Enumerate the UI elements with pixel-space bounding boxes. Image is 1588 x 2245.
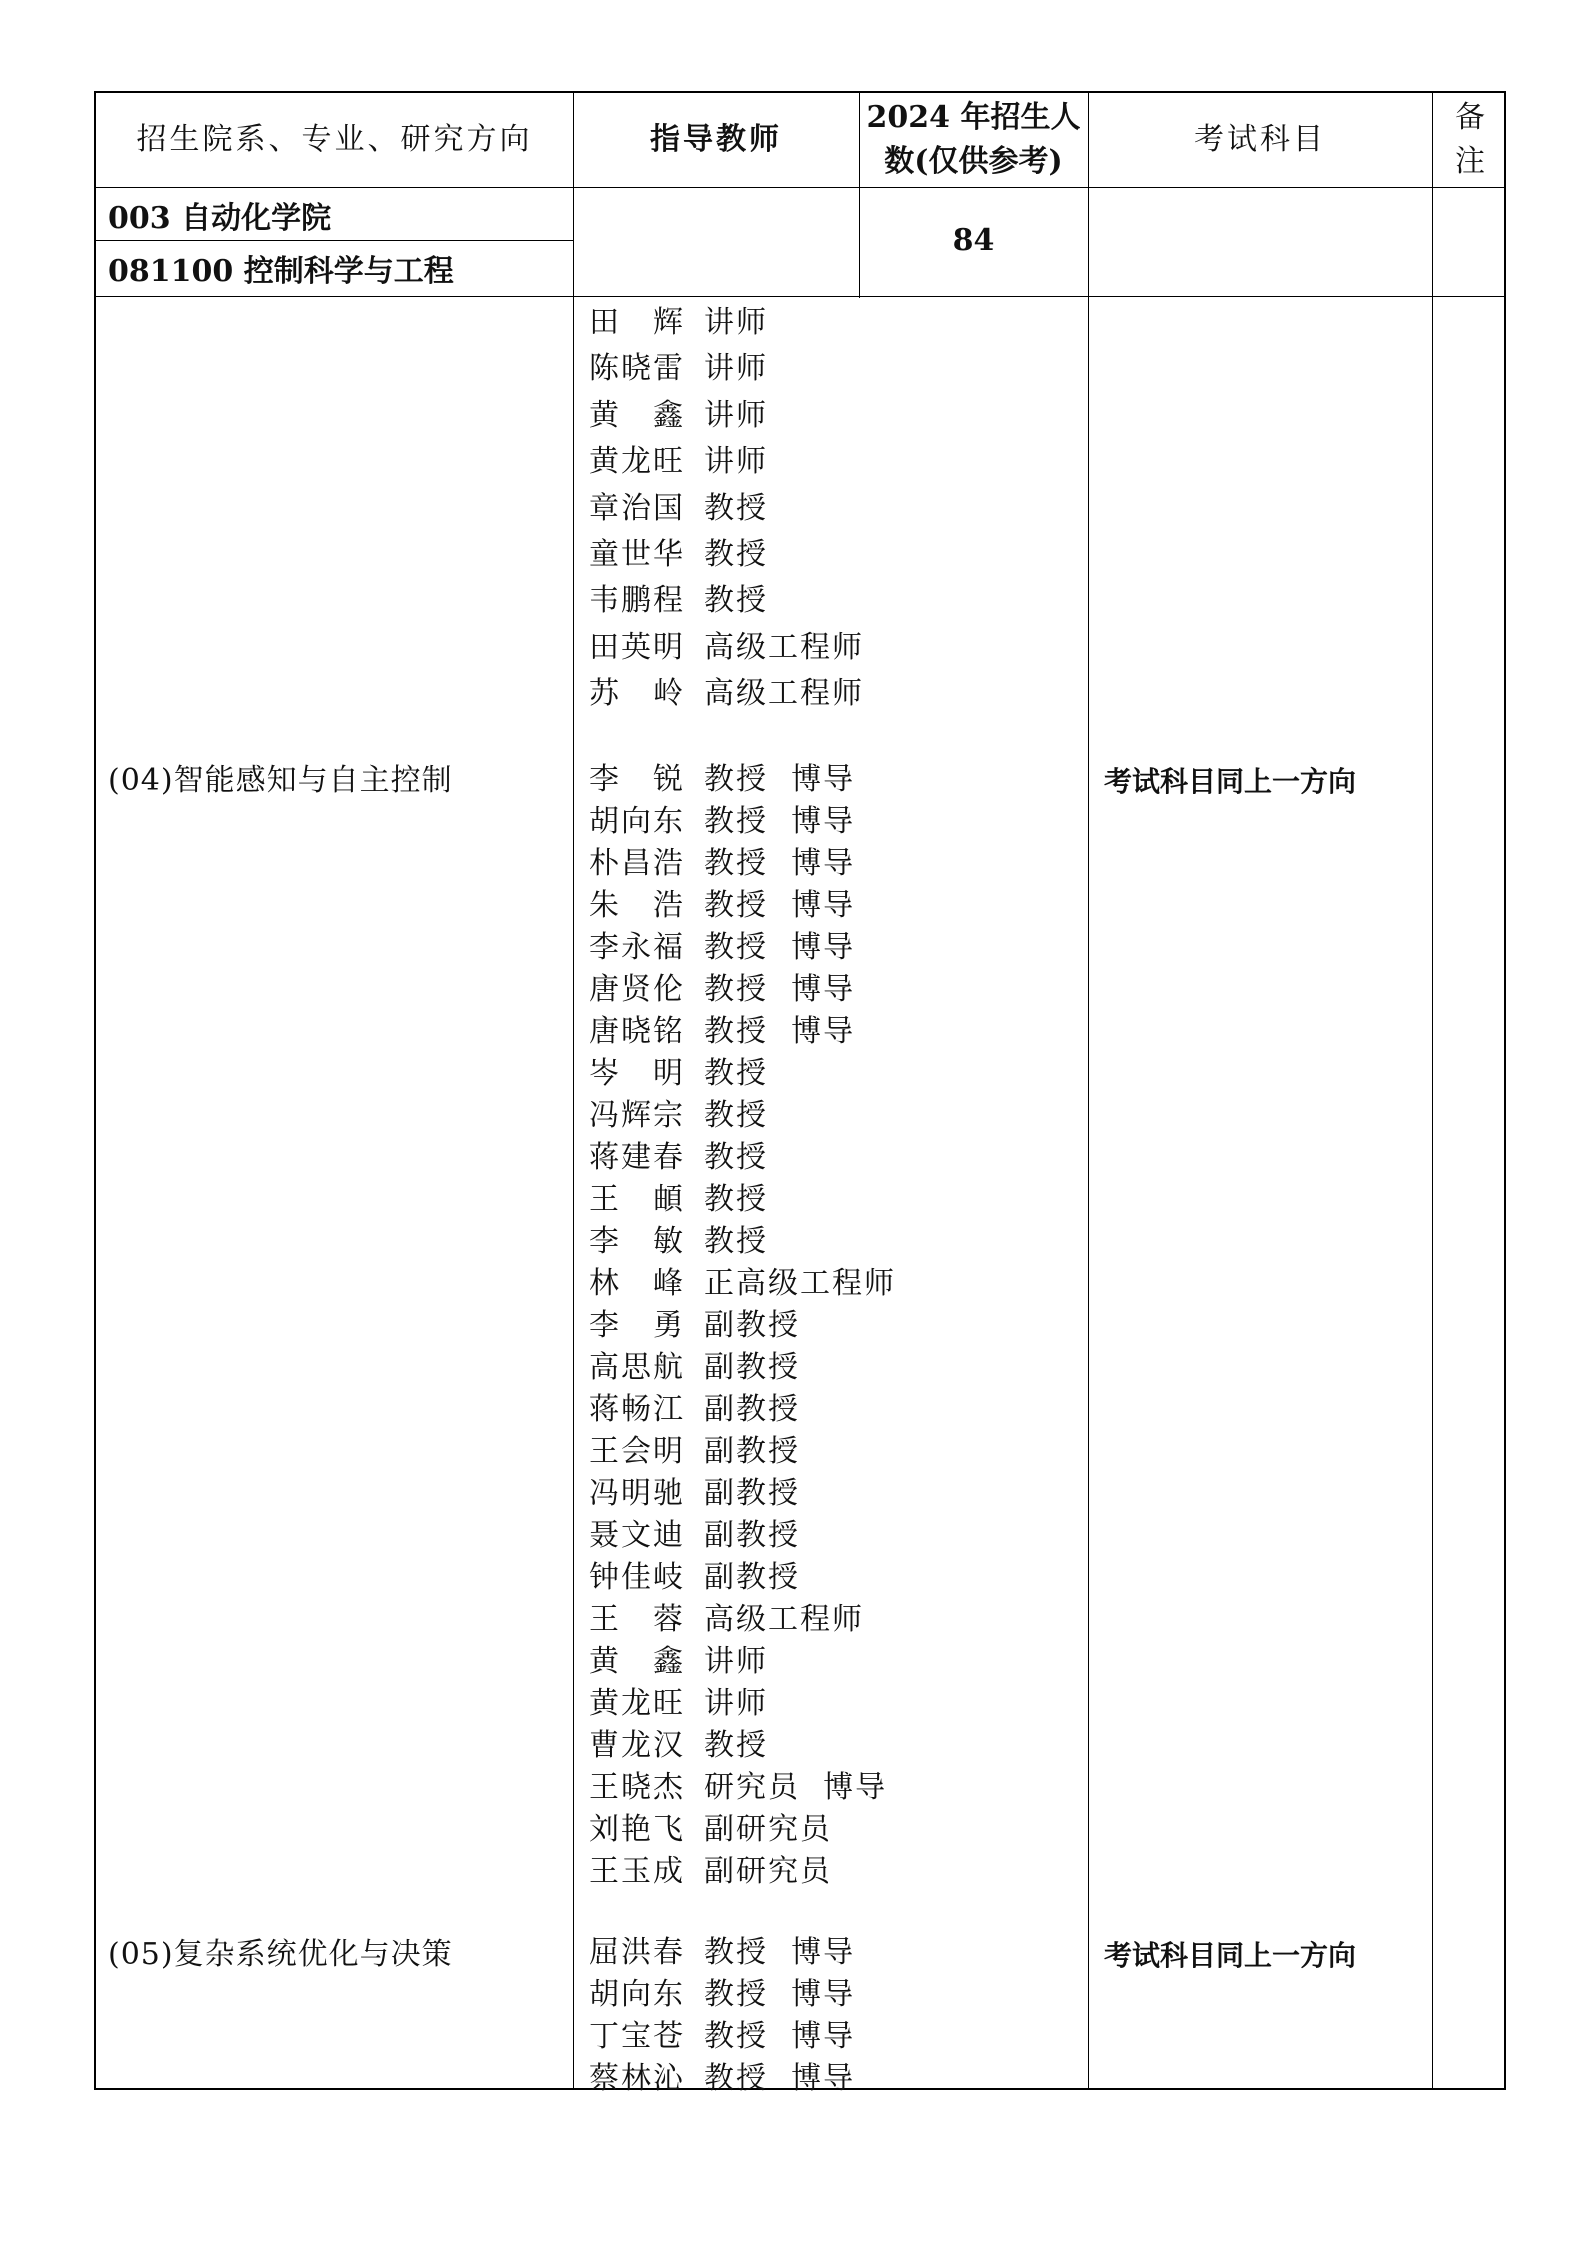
- teacher-row: [589, 1426, 800, 1470]
- teacher-name: 林 峰: [589, 1266, 685, 1301]
- teacher-name: 钟佳岐: [589, 1560, 685, 1595]
- teacher-title: 教授 博导: [704, 762, 856, 797]
- teacher-name: 韦鹏程: [589, 583, 685, 619]
- teacher-title: 副教授: [704, 1434, 800, 1469]
- teacher-title: 讲师: [704, 1644, 768, 1679]
- recruitment-table: [94, 91, 1506, 2096]
- teacher-row: [589, 1594, 864, 1638]
- teacher-name: 黄 鑫: [589, 1644, 685, 1679]
- teacher-title: 教授 博导: [704, 1977, 856, 2012]
- header-dept: 招生院系、专业、研究方向: [136, 122, 533, 157]
- teacher-row: [589, 1969, 855, 2013]
- header-exam: 考试科目: [1194, 122, 1326, 157]
- teacher-name: 朱 浩: [589, 888, 685, 923]
- teacher-row: [589, 754, 855, 798]
- teacher-name: 曹龙汉: [589, 1728, 685, 1763]
- teacher-title: 教授 博导: [704, 972, 856, 1007]
- header-note: 备 注: [1455, 100, 1485, 179]
- teacher-name: 黄 鑫: [589, 397, 685, 433]
- teacher-row: [589, 1468, 800, 1512]
- teacher-name: 刘艳飞: [589, 1812, 685, 1847]
- teacher-title: 教授: [704, 583, 768, 619]
- teacher-title: 教授 博导: [704, 846, 856, 881]
- teacher-name: 蔡林沁: [589, 2061, 685, 2096]
- teacher-title: 副教授: [704, 1308, 800, 1343]
- teacher-row: [589, 529, 768, 573]
- teacher-title: 教授: [704, 1140, 768, 1175]
- teacher-title: 正高级工程师: [704, 1266, 896, 1301]
- teacher-row: [589, 1762, 887, 1806]
- teacher-name: 高思航: [589, 1350, 685, 1385]
- teacher-name: 王 蓉: [589, 1602, 685, 1637]
- teacher-name: 苏 岭: [589, 676, 685, 712]
- teacher-title: 教授 博导: [704, 930, 856, 965]
- teacher-row: [589, 2053, 855, 2097]
- teacher-title: 高级工程师: [704, 676, 864, 712]
- teacher-name: 屈洪春: [589, 1935, 685, 1970]
- teacher-row: [589, 1678, 768, 1722]
- teacher-title: 教授 博导: [704, 888, 856, 923]
- direction-05-exam: 考试科目同上一方向: [1104, 1939, 1357, 1972]
- teacher-row: [589, 1216, 768, 1260]
- teacher-row: [589, 838, 855, 882]
- teacher-row: [589, 1720, 768, 1764]
- teacher-title: 教授 博导: [704, 1935, 856, 1970]
- teacher-name: 李 勇: [589, 1308, 685, 1343]
- teacher-row: [589, 1927, 855, 1971]
- teacher-name: 李 锐: [589, 762, 685, 797]
- teacher-row: [589, 1846, 832, 1890]
- teacher-row: [589, 575, 768, 619]
- teacher-title: 教授 博导: [704, 1014, 856, 1049]
- teacher-name: 田 辉: [589, 305, 685, 340]
- teacher-title: 教授: [704, 490, 768, 526]
- direction-04-label: (04)智能感知与自主控制: [108, 763, 453, 798]
- teacher-row: [589, 1342, 800, 1386]
- teacher-title: 讲师: [704, 305, 768, 340]
- teacher-name: 岑 明: [589, 1056, 685, 1091]
- teacher-row: [589, 436, 768, 480]
- teacher-row: [589, 483, 768, 527]
- teacher-row: [589, 1510, 800, 1554]
- teacher-name: 田英明: [589, 629, 685, 665]
- teacher-title: 高级工程师: [704, 1602, 864, 1637]
- teacher-name: 胡向东: [589, 1977, 685, 2012]
- teacher-title: 讲师: [704, 351, 768, 387]
- teacher-name: 朴昌浩: [589, 846, 685, 881]
- school-major-divider: [96, 240, 573, 241]
- col-divider-1: [573, 93, 574, 2088]
- teacher-row: [589, 1048, 768, 1092]
- teacher-row: [589, 668, 864, 712]
- teacher-name: 唐晓铭: [589, 1014, 685, 1049]
- teacher-title: 教授: [704, 1182, 768, 1217]
- teacher-row: [589, 390, 768, 434]
- teacher-title: 副研究员: [704, 1854, 832, 1889]
- teacher-row: [589, 622, 864, 666]
- direction-04-exam: 考试科目同上一方向: [1104, 765, 1357, 798]
- teacher-title: 讲师: [704, 1686, 768, 1721]
- teacher-name: 王会明: [589, 1434, 685, 1469]
- teacher-name: 胡向东: [589, 804, 685, 839]
- teacher-title: 研究员 博导: [704, 1770, 888, 1805]
- teacher-row: [589, 1636, 768, 1680]
- col-divider-4: [1432, 93, 1433, 2088]
- teacher-row: [589, 2011, 855, 2055]
- school-name: 003 自动化学院: [108, 201, 332, 236]
- teacher-title: 讲师: [704, 444, 768, 480]
- teacher-row: [589, 1090, 768, 1134]
- teacher-name: 黄龙旺: [589, 444, 685, 480]
- teacher-row: [589, 1258, 896, 1302]
- enrollment-quota: 84: [952, 223, 995, 258]
- teacher-row: [589, 922, 855, 966]
- teacher-name: 王 頔: [589, 1182, 685, 1217]
- teacher-row: [589, 796, 855, 840]
- teacher-row: [589, 1132, 768, 1176]
- teacher-name: 蒋建春: [589, 1140, 685, 1175]
- teacher-name: 唐贤伦: [589, 972, 685, 1007]
- teacher-row: [589, 1552, 800, 1596]
- school-block-bottom-line: [96, 296, 1504, 297]
- teacher-name: 李永福: [589, 930, 685, 965]
- teacher-title: 教授: [704, 537, 768, 572]
- teacher-name: 丁宝苍: [589, 2019, 685, 2054]
- teacher-title: 副教授: [704, 1518, 800, 1553]
- teacher-name: 冯明驰: [589, 1476, 685, 1511]
- teacher-title: 教授 博导: [704, 804, 856, 839]
- teacher-title: 教授: [704, 1224, 768, 1259]
- teacher-row: [589, 1384, 800, 1428]
- col-divider-3: [1088, 93, 1089, 2088]
- teacher-name: 陈晓雷: [589, 351, 685, 387]
- teacher-row: [589, 880, 855, 924]
- teacher-row: [589, 1300, 800, 1344]
- teacher-row: [589, 297, 768, 341]
- direction-05-label: (05)复杂系统优化与决策: [108, 1937, 453, 1972]
- teacher-row: [589, 1006, 855, 1050]
- teacher-row: [589, 964, 855, 1008]
- teacher-name: 聂文迪: [589, 1518, 685, 1553]
- teacher-title: 副教授: [704, 1476, 800, 1511]
- teacher-name: 王玉成: [589, 1854, 685, 1889]
- teacher-name: 蒋畅江: [589, 1392, 685, 1427]
- teacher-title: 高级工程师: [704, 629, 864, 665]
- teacher-title: 副教授: [704, 1392, 800, 1427]
- teacher-name: 李 敏: [589, 1224, 685, 1259]
- teacher-row: [589, 1804, 832, 1848]
- major-name: 081100 控制科学与工程: [108, 254, 454, 289]
- header-advisor: 指导教师: [650, 122, 782, 157]
- header-bottom-line: [96, 187, 1504, 188]
- teacher-title: 副研究员: [704, 1812, 832, 1847]
- teacher-title: 副教授: [704, 1350, 800, 1385]
- teacher-title: 教授 博导: [704, 2061, 856, 2096]
- teacher-name: 冯辉宗: [589, 1098, 685, 1133]
- teacher-title: 副教授: [704, 1560, 800, 1595]
- teacher-row: [589, 1174, 768, 1218]
- teacher-title: 教授: [704, 1098, 768, 1133]
- teacher-name: 王晓杰: [589, 1770, 685, 1805]
- teacher-title: 讲师: [704, 397, 768, 433]
- teacher-row: [589, 343, 768, 387]
- header-quota: 2024 年招生人 数(仅供参考): [866, 100, 1081, 179]
- teacher-name: 黄龙旺: [589, 1686, 685, 1721]
- teacher-name: 童世华: [589, 537, 685, 572]
- teacher-title: 教授: [704, 1056, 768, 1091]
- teacher-name: 章治国: [589, 490, 685, 526]
- teacher-title: 教授 博导: [704, 2019, 856, 2054]
- teacher-title: 教授: [704, 1728, 768, 1763]
